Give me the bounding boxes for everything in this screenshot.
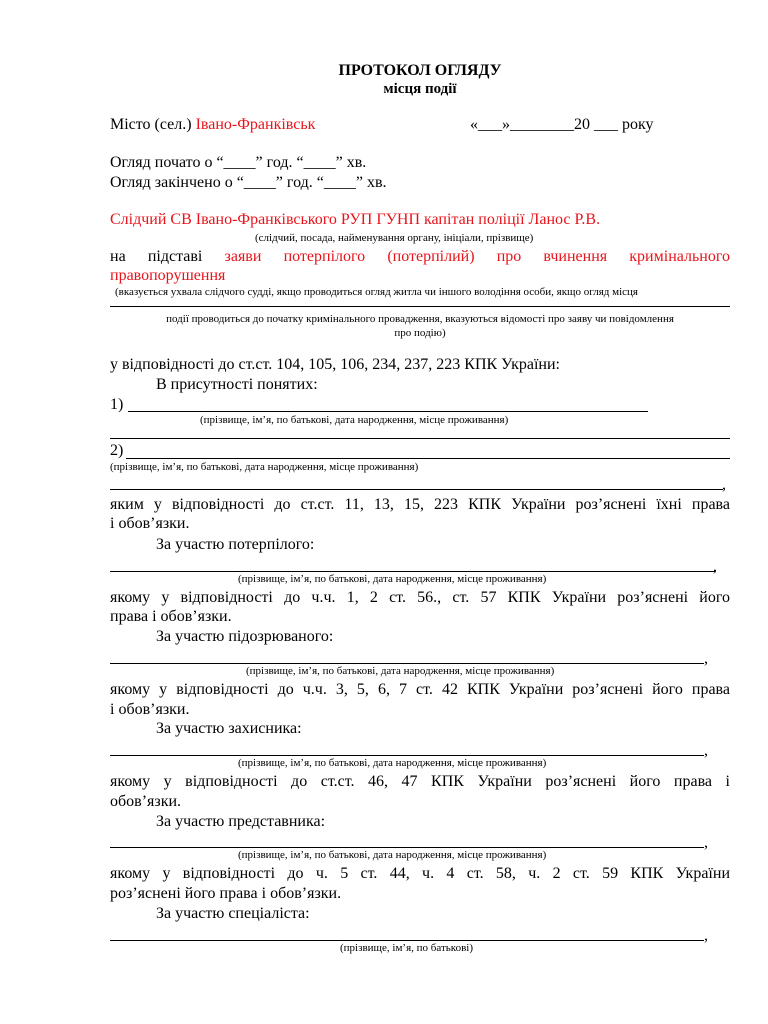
representative-field[interactable] xyxy=(110,847,704,848)
victim-heading: За участю потерпілого: xyxy=(156,536,315,553)
victim-field[interactable] xyxy=(110,571,715,572)
victim-comma: , xyxy=(713,558,717,575)
victim-hint: (прізвище, ім’я, по батькові, дата народження, місце проживання) xyxy=(238,573,547,585)
specialist-hint: (прізвище, ім’я, по батькові) xyxy=(340,942,473,954)
specialist-field[interactable] xyxy=(110,940,704,941)
basis-value-line2: правопорушення xyxy=(110,267,226,284)
basis-hint-line2: події проводиться до початку кримінального провадження, вказуються відомості про заяву чи повідомлення xyxy=(166,313,674,325)
representative-comma: , xyxy=(704,834,708,851)
document-subtitle: місця події xyxy=(383,81,457,97)
witness-2-hint: (прізвище, ім’я, по батькові, дата народження, місце проживання) xyxy=(110,461,419,473)
representative-line2: роз’яснені його права і обов’язки. xyxy=(110,885,342,902)
suspect-comma: , xyxy=(704,650,708,667)
representative-heading: За участю представника: xyxy=(156,813,326,830)
basis-line xyxy=(110,249,730,265)
legal-basis: у відповідності до ст.ст. 104, 105, 106, 234, 237, 223 КПК України: xyxy=(110,356,560,373)
suspect-line1: якому у відповідності до ч.ч. 3, 5, 6, 7 ст. 42 КПК України роз’яснені його права xyxy=(110,681,730,698)
defender-hint: (прізвище, ім’я, по батькові, дата народження, місце проживання) xyxy=(238,757,547,769)
defender-field[interactable] xyxy=(110,755,704,756)
witness-2-extra-line[interactable] xyxy=(110,489,723,490)
basis-prefix: на підставі xyxy=(110,248,203,265)
specialist-heading: За участю спеціаліста: xyxy=(156,905,310,922)
city-value: Івано-Франківськ xyxy=(195,116,316,133)
defender-comma: , xyxy=(704,742,708,759)
witnesses-explained-line2: і обов’язки. xyxy=(110,515,190,532)
suspect-hint: (прізвище, ім’я, по батькові, дата народження, місце проживання) xyxy=(246,665,555,677)
document-title: ПРОТОКОЛ ОГЛЯДУ xyxy=(338,62,502,79)
witness-2-field[interactable] xyxy=(126,458,730,459)
basis-hint-line1: (вказується ухвала слідчого судді, якщо проводиться огляд житла чи іншого володіння особи, якщо огляд місця xyxy=(115,286,638,298)
defender-line1: якому у відповідності до ст.ст. 46, 47 КПК України роз’яснені його права і xyxy=(110,773,730,790)
suspect-heading: За участю підозрюваного: xyxy=(156,628,334,645)
place-label: Місто (сел.) xyxy=(110,116,192,133)
defender-heading: За участю захисника: xyxy=(156,720,302,737)
start-time-field: Огляд почато о “____” год. “____” хв. xyxy=(110,154,367,171)
witness-2-label: 2) xyxy=(110,442,124,459)
witnesses-heading: В присутності понятих: xyxy=(156,376,318,393)
witness-1-field[interactable] xyxy=(128,411,648,412)
suspect-field[interactable] xyxy=(110,663,704,664)
witnesses-explained-line1: яким у відповідності до ст.ст. 11, 13, 15, 223 КПК України роз’яснені їхні права xyxy=(110,496,730,513)
basis-underline xyxy=(110,306,730,307)
basis-hint-line3: про подію) xyxy=(394,327,446,339)
end-time-field: Огляд закінчено о “____” год. “____” хв. xyxy=(110,174,387,191)
date-field: «___»________20 ___ року xyxy=(470,116,654,133)
representative-line1: якому у відповідності до ч. 5 ст. 44, ч. 4 ст. 58, ч. 2 ст. 59 КПК України xyxy=(110,865,730,882)
witness-2-comma: , xyxy=(722,476,726,493)
place-line xyxy=(110,117,315,133)
representative-hint: (прізвище, ім’я, по батькові, дата народження, місце проживання) xyxy=(238,849,547,861)
investigator-hint: (слідчий, посада, найменування органу, ініціали, прізвище) xyxy=(255,232,534,244)
victim-line1: якому у відповідності до ч.ч. 1, 2 ст. 56., ст. 57 КПК України роз’яснені його xyxy=(110,589,730,606)
witness-1-hint: (прізвище, ім’я, по батькові, дата народження, місце проживання) xyxy=(200,414,509,426)
witness-1-extra-line[interactable] xyxy=(110,438,730,439)
victim-line2: права і обов’язки. xyxy=(110,608,232,625)
basis-value-line1: заяви потерпілого (потерпілий) про вчинення кримінального xyxy=(224,248,730,265)
specialist-comma: , xyxy=(704,927,708,944)
defender-line2: обов’язки. xyxy=(110,793,182,810)
suspect-line2: і обов’язки. xyxy=(110,701,190,718)
investigator-value: Слідчий СВ Івано-Франківського РУП ГУНП капітан поліції Ланос Р.В. xyxy=(110,211,601,228)
witness-1-label: 1) xyxy=(110,396,124,413)
